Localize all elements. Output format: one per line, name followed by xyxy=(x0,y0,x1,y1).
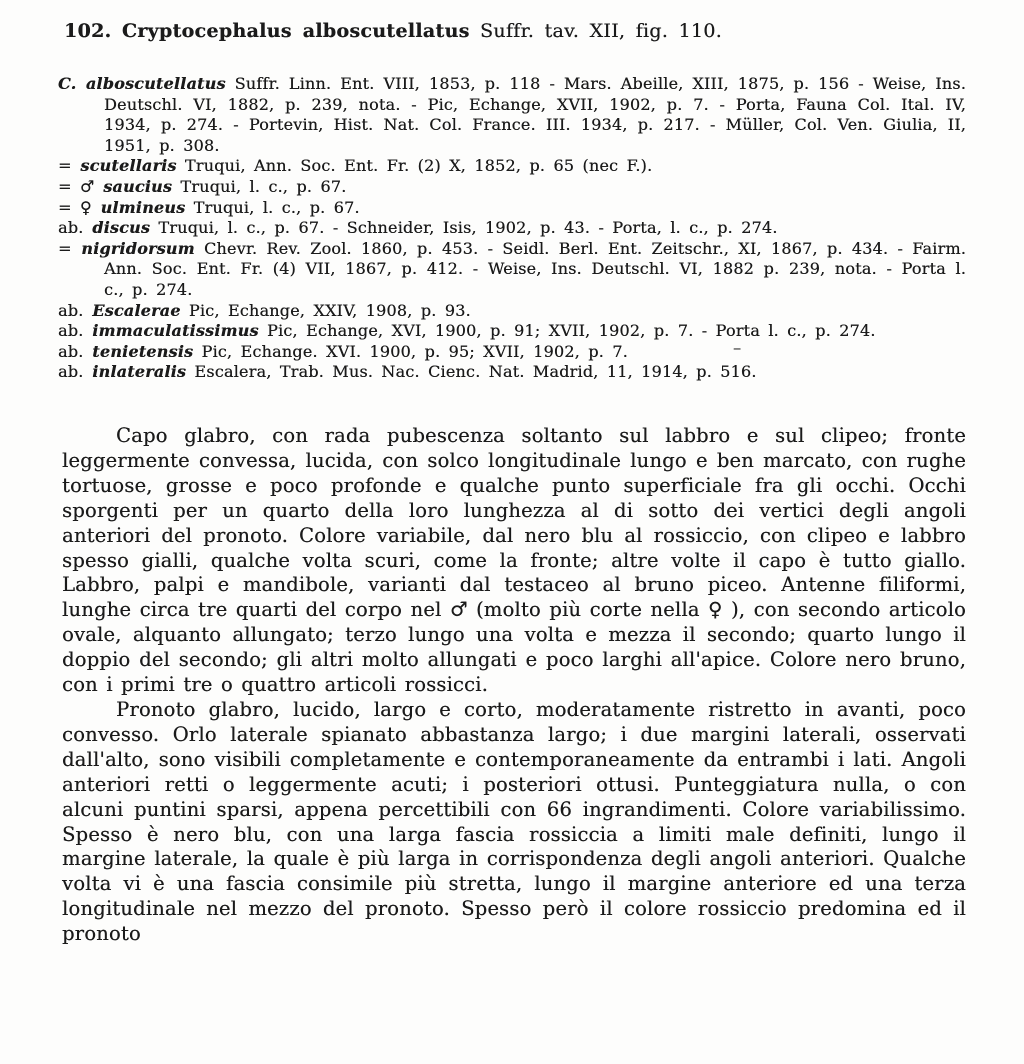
species-epithet: scutellaris xyxy=(71,156,177,176)
synonymy-lead: C. xyxy=(58,74,77,93)
synonymy-lead: = xyxy=(58,156,72,176)
synonymy-lead: = ♀ xyxy=(58,197,92,217)
synonymy-citation: Escalera, Trab. Mus. Nac. Cienc. Nat. Madrid, 11, 1914, p. 516. xyxy=(186,362,757,382)
species-epithet: saucius xyxy=(94,176,173,196)
synonymy-citation: Truqui, Ann. Soc. Ent. Fr. (2) X, 1852, p. 65 (nec F.). xyxy=(176,156,653,176)
description-paragraph: Pronoto glabro, lucido, largo e corto, moderatamente ristretto in avanti, poco convesso. Orlo laterale spianato abbastanza largo; i due margini laterali, osservati dall'alto, sono visibili completamente e contemporaneamente da entrambi i lati. Angoli anteriori retti o leggermente acuti; i posteriori ottusi. Punteggiatura nulla, o con alcuni puntini sparsi, appena percettibili con 66 ingrandimenti. Colore variabilissimo. Spesso è nero blu, con una larga fascia rossiccia a limiti male definiti, lungo il margine laterale, la quale è più larga in corrispondenza degli angoli anteriori. Qualche volta vi è una fascia consimile più stretta, lungo il margine anteriore ed una terza longitudinale nel mezzo del pronoto. Spesso però il colore rossiccio predomina ed il pronoto xyxy=(62,697,966,946)
synonymy-list xyxy=(58,74,966,383)
species-epithet: alboscutellatus xyxy=(76,74,226,93)
synonymy-citation: Pic, Echange. XVI. 1900, p. 95; XVII, 1902, p. 7. xyxy=(193,341,628,361)
synonymy-citation: Truqui, l. c., p. 67. xyxy=(185,197,360,217)
synonymy-entry xyxy=(58,177,966,198)
synonymy-lead: = xyxy=(58,238,72,258)
species-epithet: nigridorsum xyxy=(71,238,195,258)
description-paragraph: Capo glabro, con rada pubescenza soltanto sul labbro e sul clipeo; fronte leggermente convessa, lucida, con solco longitudinale lungo e ben marcato, con rughe tortuose, grosse e poco profonde e qualche punto superficiale fra gli occhi. Occhi sporgenti per un quarto della loro lunghezza al di sotto dei vertici degli angoli anteriori del pronoto. Colore variabile, dal nero blu al rossiccio, con clipeo e labbro spesso gialli, qualche volta scuri, come la fronte; altre volte il capo è tutto giallo. Labbro, palpi e mandibole, varianti dal testaceo al bruno piceo. Antenne filiformi, lunghe circa tre quarti del corpo nel ♂ (molto più corte nella ♀ ), con secondo articolo ovale, alquanto allungato; terzo lungo una volta e mezza il secondo; quarto lungo il doppio del secondo; gli altri molto allungati e poco larghi all'apice. Colore nero bruno, con i primi tre o quattro articoli rossicci. xyxy=(62,424,966,697)
synonymy-lead: ab. xyxy=(58,218,84,238)
synonymy-entry xyxy=(58,342,966,363)
synonymy-citation: Pic, Echange, XVI, 1900, p. 91; XVII, 1902, p. 7. - Porta l. c., p. 274. xyxy=(258,321,876,341)
synonymy-entry xyxy=(58,239,966,301)
synonymy-lead: ab. xyxy=(58,362,84,382)
synonymy-lead: = ♂ xyxy=(58,176,95,196)
species-epithet: discus xyxy=(83,218,151,238)
synonymy-lead: ab. xyxy=(58,341,84,361)
species-epithet: inlateralis xyxy=(83,362,187,382)
synonymy-entry xyxy=(58,321,966,342)
synonymy-citation: Suffr. Linn. Ent. VIII, 1853, p. 118 - Mars. Abeille, XIII, 1875, p. 156 - Weise, Ins. Deutschl. VI, 1882, p. 239, nota. - Pic, Echange, XVII, 1902, p. 7. - Porta, Fauna Col. Ital. IV, 1934, p. 274. - Portevin, Hist. Nat. Col. France. III. 1934, p. 217. - Müller, Col. Ven. Giulia, II, 1951, p. 308. xyxy=(104,74,966,155)
synonymy-lead: ab. xyxy=(58,321,84,341)
synonymy-citation: Pic, Echange, XXIV, 1908, p. 93. xyxy=(180,300,471,320)
page-title xyxy=(64,20,722,42)
synonymy-citation: Truqui, l. c., p. 67. - Schneider, Isis, 1902, p. 43. - Porta, l. c., p. 274. xyxy=(150,218,778,238)
synonymy-lead: ab. xyxy=(58,300,84,320)
synonymy-entry xyxy=(58,198,966,219)
species-author-figure-ref: Suffr. tav. XII, fig. 110. xyxy=(479,20,722,42)
synonymy-citation: Truqui, l. c., p. 67. xyxy=(172,176,347,196)
synonymy-entry xyxy=(58,156,966,177)
species-epithet: immaculatissimus xyxy=(83,321,259,341)
species-entry-number: 102. xyxy=(64,20,112,42)
synonymy-entry xyxy=(58,74,966,156)
synonymy-entry xyxy=(58,301,966,322)
species-epithet: tenietensis xyxy=(83,341,194,361)
description-text xyxy=(62,424,966,947)
synonymy-entry xyxy=(58,362,966,383)
species-epithet: Escalerae xyxy=(83,300,181,320)
species-name: Cryptocephalus alboscutellatus xyxy=(121,20,470,42)
synonymy-citation: Chevr. Rev. Zool. 1860, p. 453. - Seidl. Berl. Ent. Zeitschr., XI, 1867, p. 434. - Fairm. Ann. Soc. Ent. Fr. (4) VII, 1867, p. 412. - Weise, Ins. Deutschl. VI, 1882 p. 239, nota. - Porta l. c., p. 274. xyxy=(104,238,966,299)
species-epithet: ulmineus xyxy=(91,197,186,217)
synonymy-entry xyxy=(58,218,966,239)
scan-artifact-dash: – xyxy=(733,338,741,357)
